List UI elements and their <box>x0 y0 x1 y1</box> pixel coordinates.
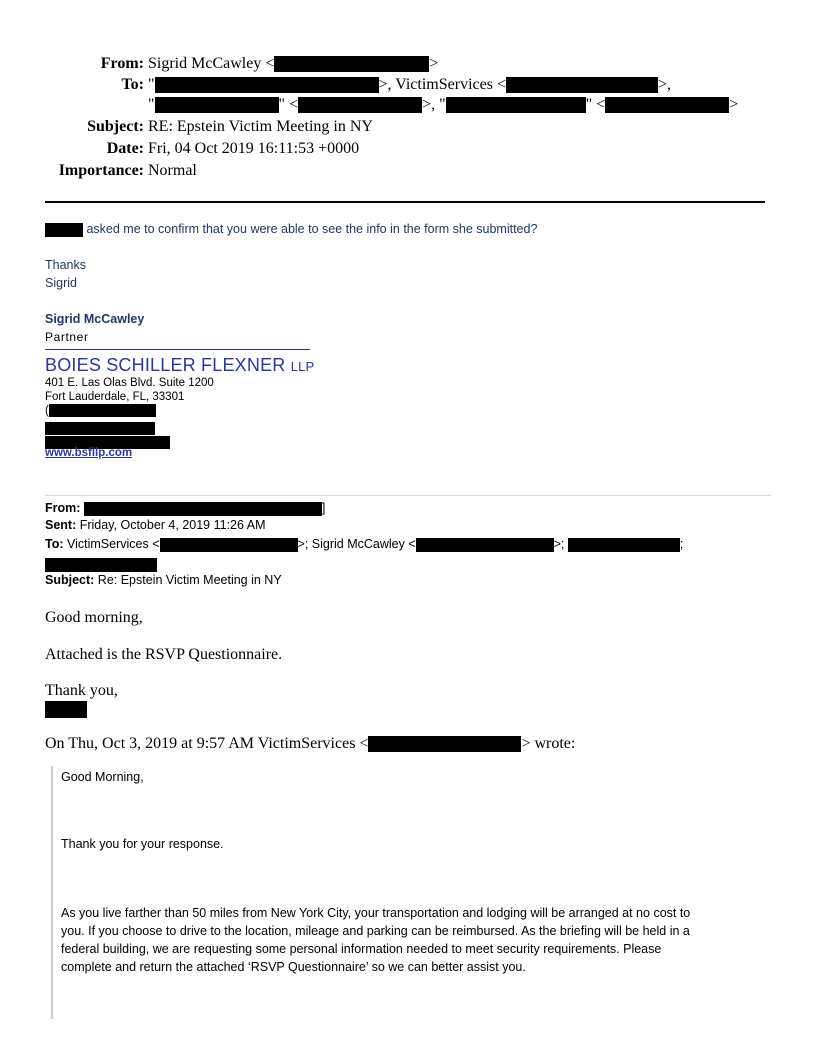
fwd-attached: Attached is the RSVP Questionnaire. <box>45 646 283 663</box>
redaction <box>160 538 298 552</box>
website-link[interactable]: www.bsfllp.com <box>45 447 133 459</box>
redaction <box>155 77 379 93</box>
header-divider <box>45 201 765 203</box>
message-thanks: Thanks <box>45 258 86 272</box>
address-line2: Fort Lauderdale, FL, 33301 <box>45 391 185 403</box>
phone-line: ( <box>45 404 156 418</box>
quoted-paragraph-line: federal building, we are requesting some personal information needed to meet security requirements. Please <box>61 942 662 956</box>
to-value-line1: " >, VictimServices < >, <box>148 76 671 93</box>
message-line: asked me to confirm that you were able to see the info in the form she submitted? <box>45 222 537 237</box>
fwd-from: From: ] <box>45 501 326 515</box>
redaction <box>45 701 87 718</box>
signature-title: Partner <box>45 330 89 344</box>
from-value: Sigrid McCawley < > <box>148 55 439 72</box>
signature-name: Sigrid McCawley <box>45 312 145 326</box>
subject-value: RE: Epstein Victim Meeting in NY <box>148 118 373 135</box>
redaction <box>506 77 658 93</box>
redaction <box>416 538 554 552</box>
redaction <box>446 97 586 113</box>
quoted-paragraph-line: you. If you choose to drive to the location, mileage and parking can be reimbursed. As the briefing will be held in a <box>61 924 690 938</box>
address-line1: 401 E. Las Olas Blvd. Suite 1200 <box>45 377 214 389</box>
redaction <box>274 56 429 72</box>
quote-intro: On Thu, Oct 3, 2019 at 9:57 AM VictimServices < > wrote: <box>45 735 576 752</box>
importance-value: Normal <box>148 162 197 179</box>
redaction <box>568 538 680 552</box>
redaction <box>45 558 157 572</box>
firm-name: BOIES SCHILLER FLEXNER LLP <box>45 355 315 375</box>
subject-label: Subject: <box>87 118 144 135</box>
redaction <box>298 97 422 113</box>
fwd-subject: Subject: Re: Epstein Victim Meeting in NY <box>45 573 282 587</box>
importance-label: Importance: <box>58 162 144 179</box>
to-label: To: <box>121 76 144 93</box>
quoted-greeting: Good Morning, <box>61 770 144 784</box>
fwd-thank-you: Thank you, <box>45 682 118 699</box>
to-value-line2: " " < >, " " < > <box>148 96 739 113</box>
redaction <box>155 97 279 113</box>
fwd-greeting: Good morning, <box>45 609 143 626</box>
message-sender-name: Sigrid <box>45 276 77 290</box>
signature-divider <box>45 349 310 350</box>
quoted-thanks: Thank you for your response. <box>61 837 224 851</box>
redacted-signature <box>45 700 87 718</box>
redaction <box>49 404 156 417</box>
redaction <box>84 502 322 516</box>
redaction <box>45 223 83 237</box>
redaction <box>368 736 521 752</box>
fwd-to: To: VictimServices < >; Sigrid McCawley < >; ; <box>45 537 684 551</box>
redacted-line <box>45 556 157 574</box>
redaction <box>605 97 729 113</box>
forward-divider <box>45 495 771 496</box>
quoted-paragraph-line: complete and return the attached ‘RSVP Questionnaire’ so we can better assist you. <box>61 960 526 974</box>
quote-bar <box>51 766 53 1019</box>
date-label: Date: <box>106 140 144 157</box>
quoted-paragraph-line: As you live farther than 50 miles from New York City, your transportation and lodging will be arranged at no cost to <box>61 906 691 920</box>
from-label: From: <box>100 55 144 72</box>
fwd-sent: Sent: Friday, October 4, 2019 11:26 AM <box>45 518 266 532</box>
date-value: Fri, 04 Oct 2019 16:11:53 +0000 <box>148 140 360 157</box>
